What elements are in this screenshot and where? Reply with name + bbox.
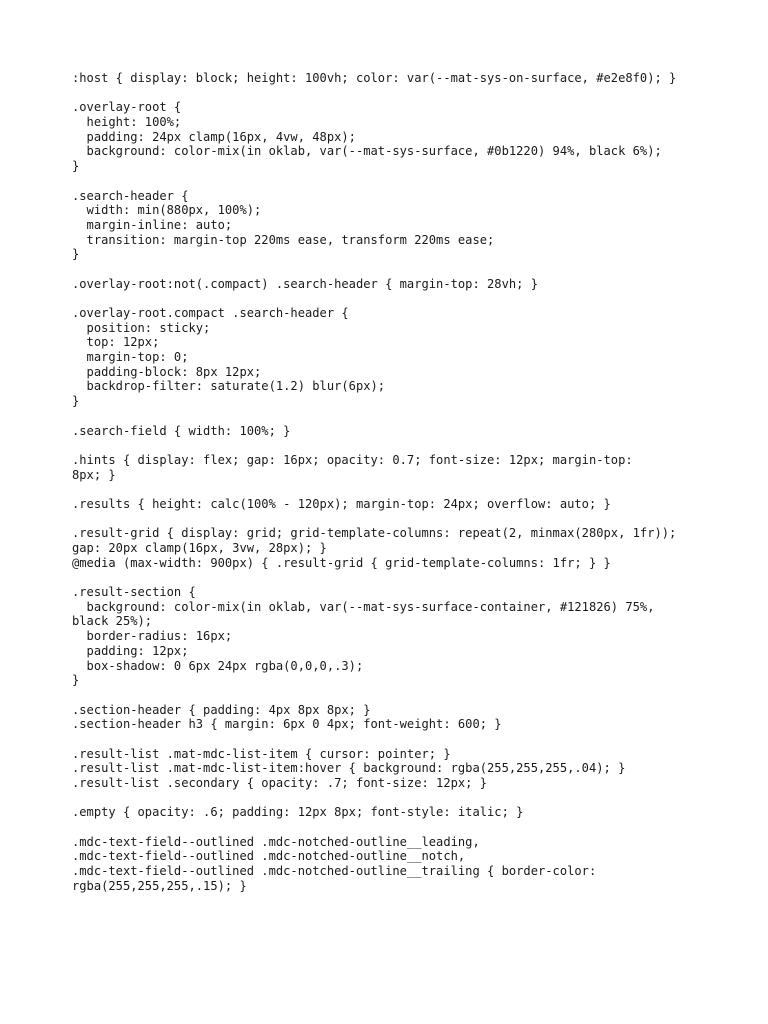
- css-code-block: [72, 71, 702, 894]
- code-line: .mdc-text-field--outlined .mdc-notched-outline__leading,: [72, 834, 480, 849]
- code-line: }: [72, 394, 80, 409]
- code-line: [72, 732, 702, 747]
- code-line: margin-inline: auto;: [72, 217, 233, 232]
- code-line: [72, 291, 702, 306]
- code-line: .results { height: calc(100% - 120px); margin-top: 24px; overflow: auto; }: [72, 496, 611, 511]
- code-line: backdrop-filter: saturate(1.2) blur(6px);: [72, 379, 386, 394]
- code-line: transition: margin-top 220ms ease, transform 220ms ease;: [72, 232, 495, 247]
- code-line: [72, 820, 702, 835]
- code-line: gap: 20px clamp(16px, 3vw, 28px); }: [72, 541, 327, 555]
- code-line: .result-grid { display: grid; grid-template-columns: repeat(2, minmax(280px, 1fr));: [72, 526, 677, 541]
- code-line: .search-field { width: 100%; }: [72, 423, 291, 438]
- code-line: margin-top: 0;: [72, 350, 189, 365]
- code-line: [72, 482, 702, 497]
- code-line: .mdc-text-field--outlined .mdc-notched-outline__trailing { border-color:: [72, 864, 597, 879]
- code-line: 8px; }: [72, 467, 116, 482]
- code-line: .overlay-root.compact .search-header {: [72, 306, 349, 320]
- code-line: [72, 174, 702, 189]
- code-line: height: 100%;: [72, 115, 182, 130]
- code-line: .overlay-root {: [72, 100, 182, 115]
- code-line: .result-list .mat-mdc-list-item { cursor: pointer; }: [72, 746, 451, 761]
- code-line: top: 12px;: [72, 335, 160, 350]
- code-line: .section-header { padding: 4px 8px 8px; }: [72, 702, 371, 717]
- code-line: [72, 409, 702, 424]
- code-line: rgba(255,255,255,.15); }: [72, 878, 247, 893]
- code-line: [72, 438, 702, 453]
- code-line: [72, 688, 702, 703]
- code-line: @media (max-width: 900px) { .result-grid { grid-template-columns: 1fr; } }: [72, 555, 611, 570]
- code-line: :host { display: block; height: 100vh; color: var(--mat-sys-on-surface, #e2e8f0); }: [72, 71, 677, 85]
- code-line: .result-list .mat-mdc-list-item:hover { background: rgba(255,255,255,.04); }: [72, 761, 626, 776]
- code-line: background: color-mix(in oklab, var(--mat-sys-surface, #0b1220) 94%, black 6%);: [72, 144, 662, 159]
- code-line: .result-list .secondary { opacity: .7; font-size: 12px; }: [72, 776, 488, 790]
- code-line: border-radius: 16px;: [72, 629, 233, 644]
- code-line: [72, 512, 702, 527]
- code-line: }: [72, 159, 80, 174]
- code-line: position: sticky;: [72, 320, 211, 335]
- code-line: [72, 791, 702, 806]
- code-line: .mdc-text-field--outlined .mdc-notched-outline__notch,: [72, 849, 466, 864]
- code-line: [72, 262, 702, 277]
- code-line: box-shadow: 0 6px 24px rgba(0,0,0,.3);: [72, 658, 364, 673]
- code-line: .empty { opacity: .6; padding: 12px 8px; font-style: italic; }: [72, 805, 524, 820]
- code-line: black 25%);: [72, 614, 153, 629]
- code-line: .hints { display: flex; gap: 16px; opacity: 0.7; font-size: 12px; margin-top:: [72, 452, 633, 467]
- code-line: .result-section {: [72, 585, 196, 600]
- code-line: .search-header {: [72, 188, 189, 203]
- code-line: width: min(880px, 100%);: [72, 203, 262, 218]
- code-line: [72, 86, 702, 101]
- code-line: padding-block: 8px 12px;: [72, 364, 262, 379]
- code-line: .overlay-root:not(.compact) .search-header { margin-top: 28vh; }: [72, 276, 538, 291]
- code-line: padding: 24px clamp(16px, 4vw, 48px);: [72, 129, 356, 144]
- code-line: }: [72, 247, 80, 262]
- code-line: [72, 570, 702, 585]
- code-line: background: color-mix(in oklab, var(--mat-sys-surface-container, #121826) 75%,: [72, 599, 655, 614]
- code-line: .section-header h3 { margin: 6px 0 4px; font-weight: 600; }: [72, 717, 502, 732]
- code-line: }: [72, 673, 80, 688]
- code-line: padding: 12px;: [72, 643, 189, 658]
